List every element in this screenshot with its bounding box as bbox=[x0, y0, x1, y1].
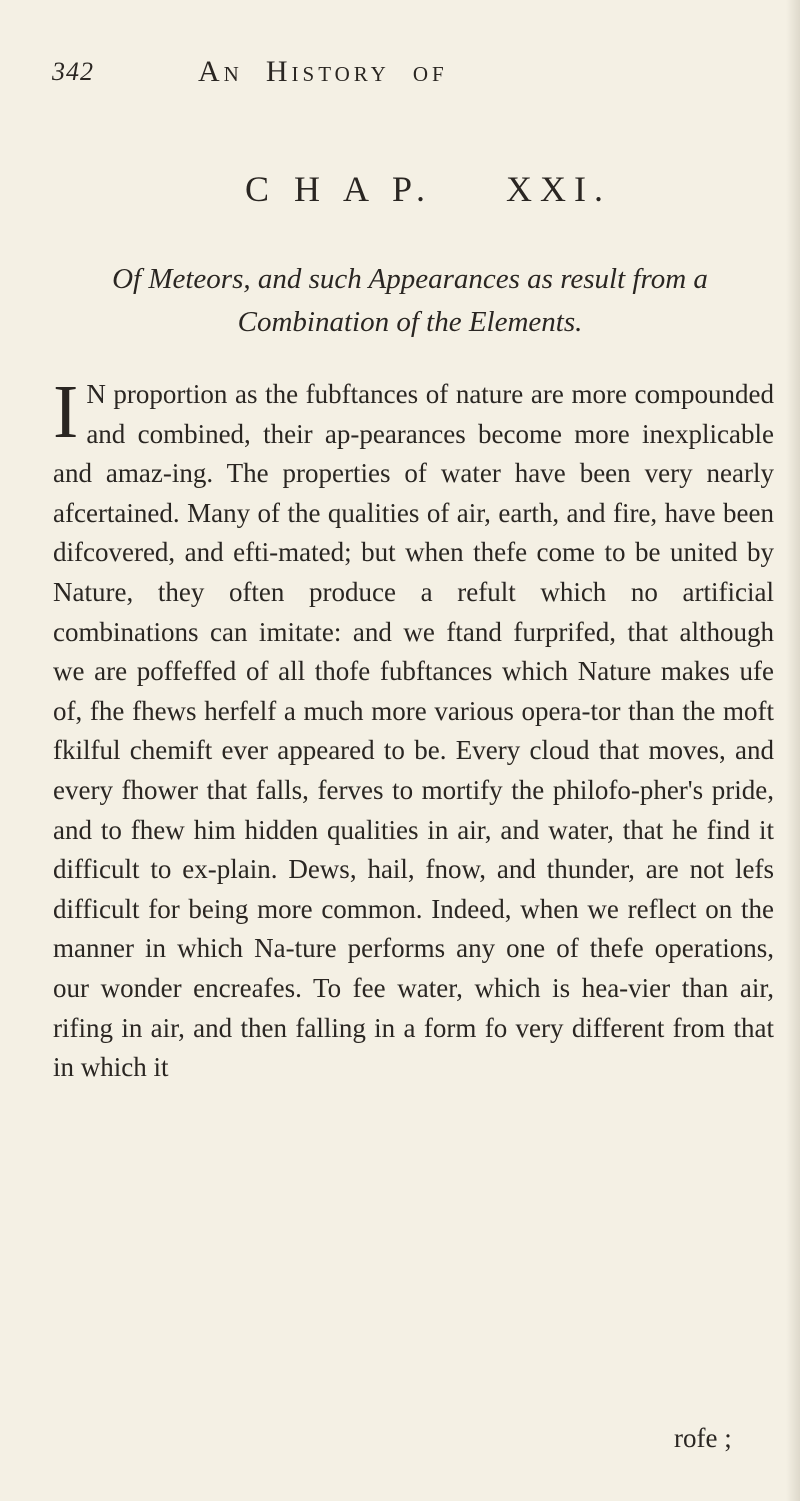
running-title-initial-2: H bbox=[265, 55, 292, 88]
catchword: rofe ; bbox=[674, 1423, 732, 1453]
chapter-label: C H A P. bbox=[244, 169, 434, 209]
running-head bbox=[52, 52, 772, 92]
body-paragraph bbox=[53, 370, 774, 1088]
running-title-initial-1: A bbox=[198, 55, 224, 88]
body-text: N proportion as the fubftances of nature are more compounded and combined, their ap-pearances become more inexplicable and amaz-ing. The properties of water have been very nearly afcertained. Many of the qualities of air, earth, and fire, have been difcovered, and efti-mated; but when thefe come to be united by Nature, they often produce a refult which no artificial combinations can imitate: and we ftand furprifed, that although we are poffeffed of all thofe fubftances which Nature makes ufe of, fhe fhews herfelf a much more various opera-tor than the moft fkilful chemift ever appeared to be. Every cloud that moves, and every fhower that falls, ferves to mortify the philofo-pher's pride, and to fhew him hidden qualities in air, and water, that he find it difficult to ex-plain. Dews, hail, fnow, and thunder, are not lefs difficult for being more common. Indeed, when we reflect on the manner in which Na-ture performs any one of thefe operations, our wonder encreafes. To fee water, which is hea-vier than air, rifing in air, and then falling in a form fo very different from that in which it bbox=[53, 379, 774, 1083]
running-title-rest-2: ISTORY bbox=[291, 62, 390, 86]
page-edge-shadow bbox=[786, 0, 800, 1501]
chapter-number: XXI. bbox=[506, 169, 612, 209]
chapter-title: Of Meteors, and such Appearances as result from a Combination of the Elements. bbox=[112, 263, 708, 338]
running-title bbox=[198, 52, 448, 94]
running-title-rest-3: OF bbox=[412, 62, 448, 86]
page-number: 342 bbox=[52, 57, 94, 86]
running-title-rest-1: N bbox=[223, 62, 243, 86]
chapter-heading bbox=[0, 168, 800, 210]
drop-cap: I bbox=[53, 370, 79, 454]
